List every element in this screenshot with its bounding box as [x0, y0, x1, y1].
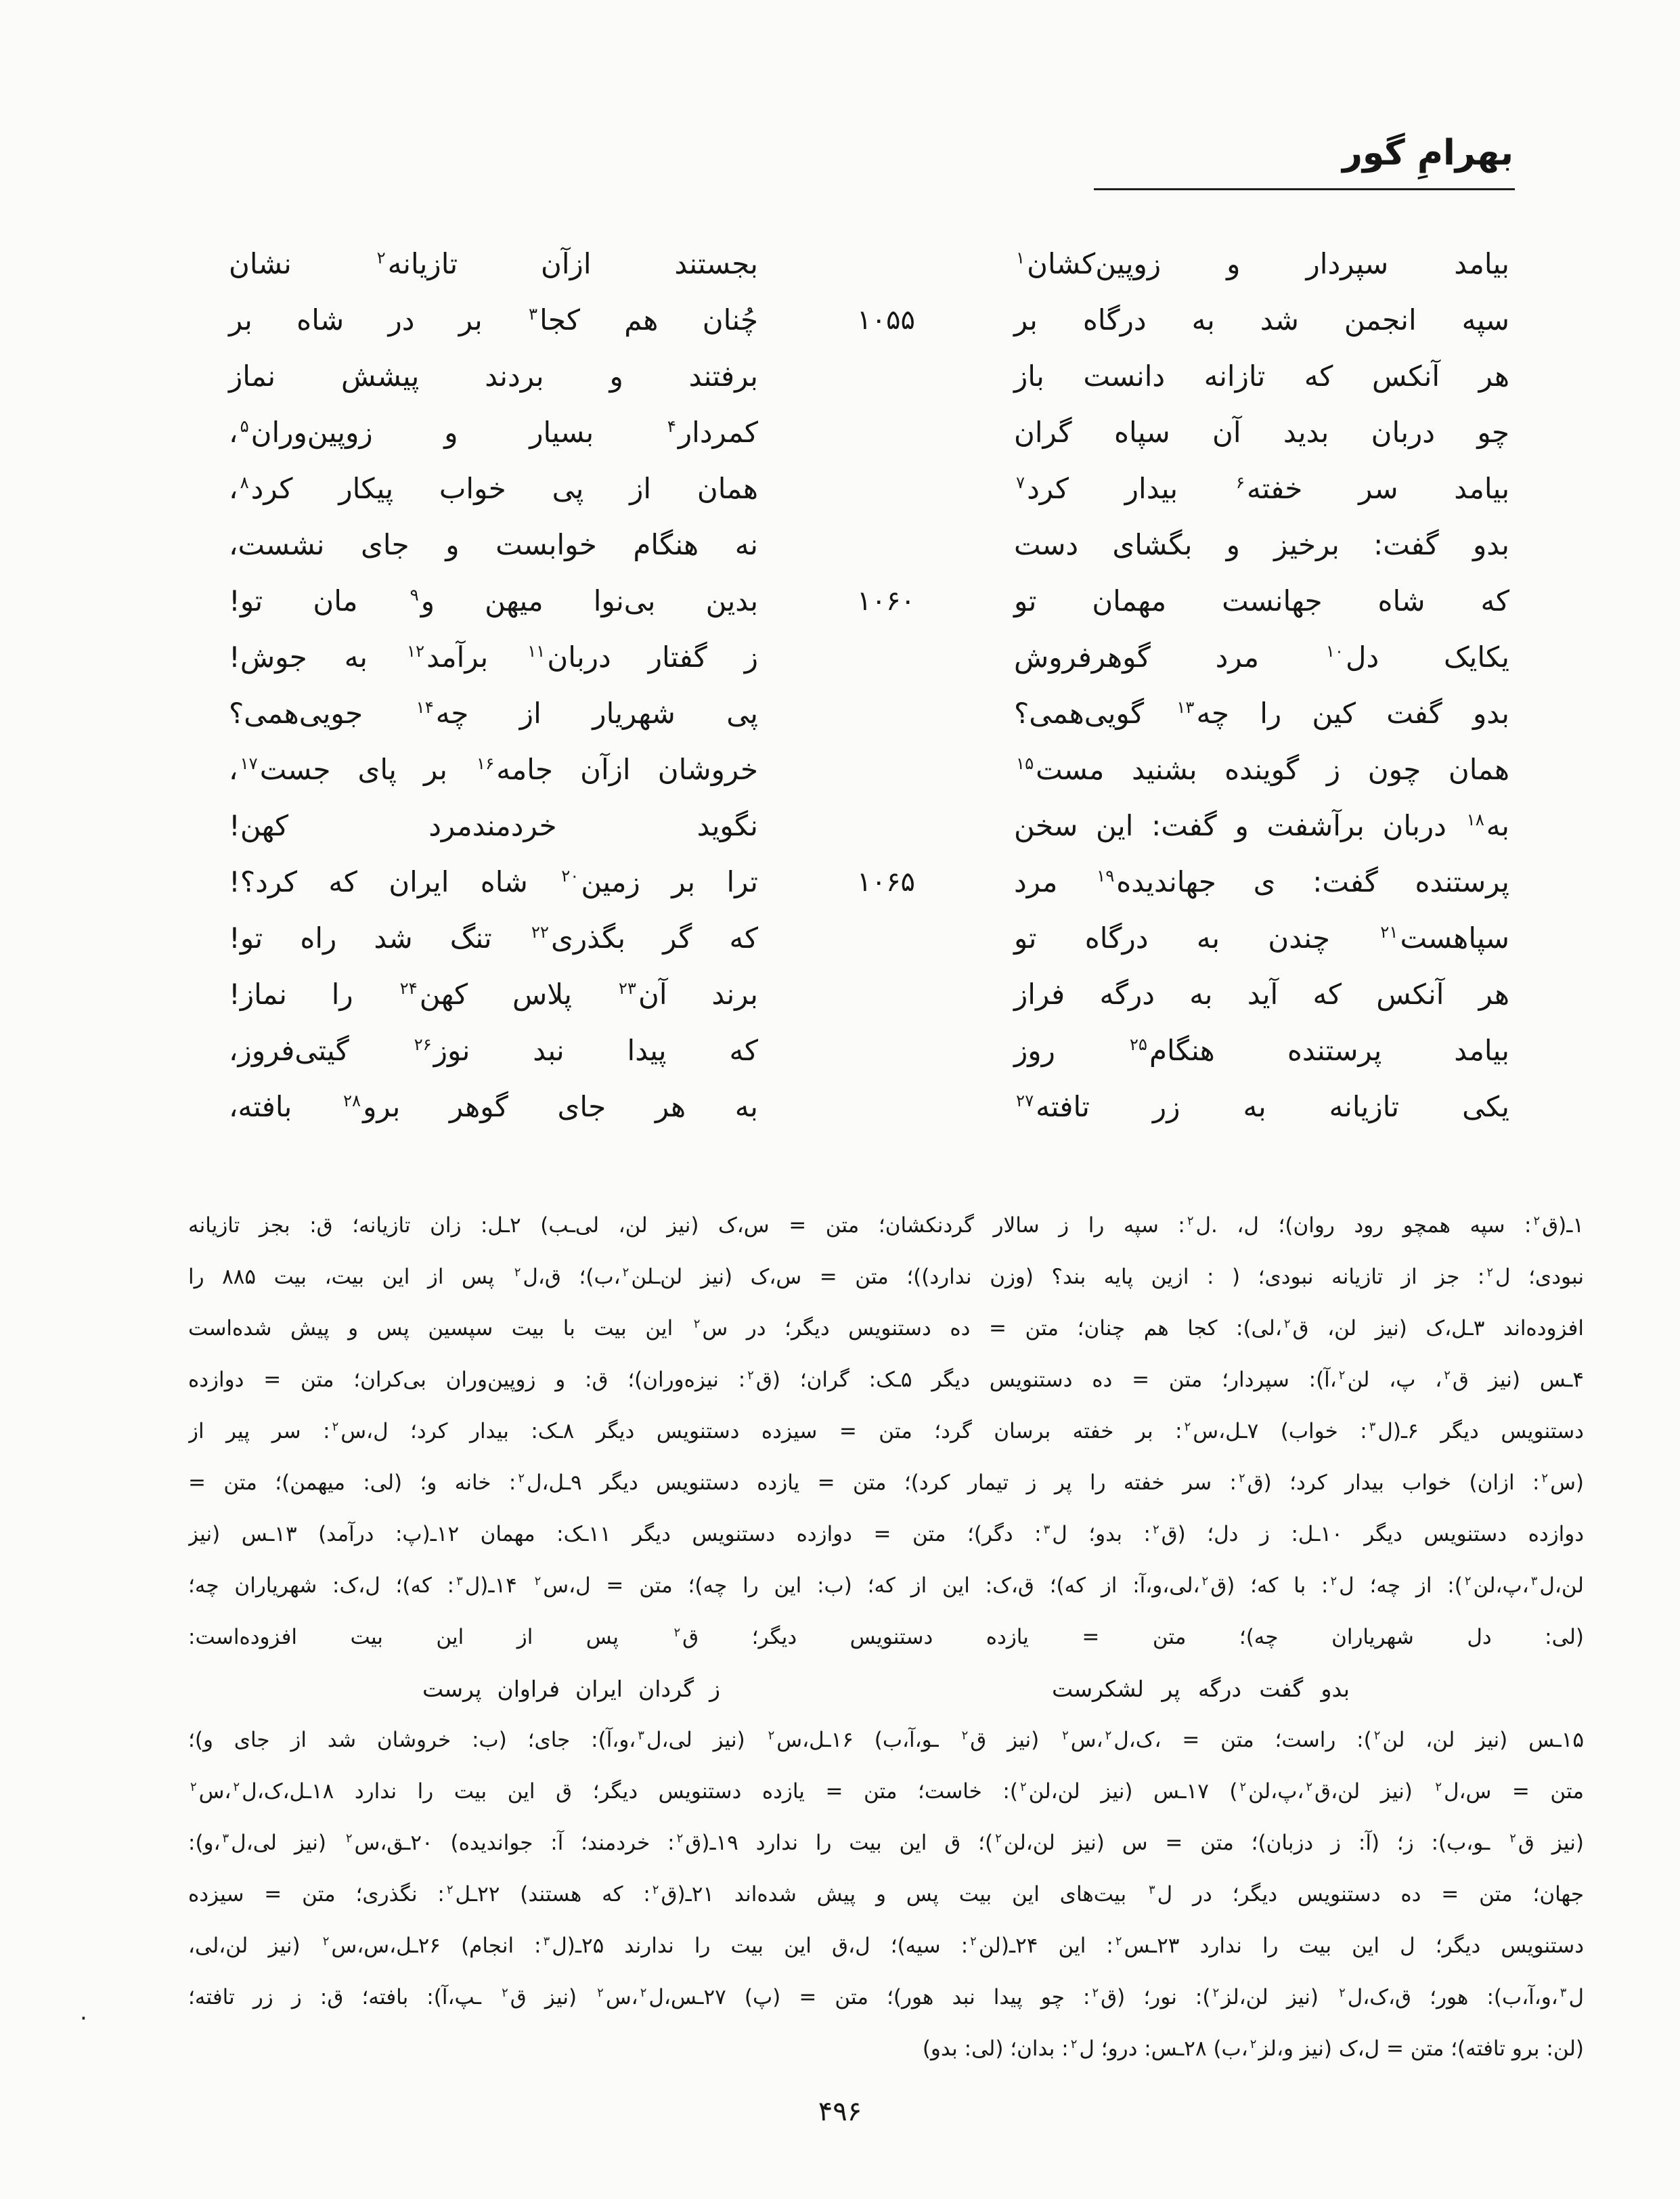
quoted-hemistich-second: ز گردان ایران فراوان پرست [422, 1675, 720, 1702]
hemistich-first: سپاهست$^{۲۱}$ چندن به درگاه تو [1014, 921, 1509, 955]
verse-row [229, 1079, 1509, 1135]
apparatus-line: افزوده‌اند ۳ـل،ک (نیز لن، ق$^۲$،لی): کجا هم چنان؛ متن = ده دستنویس دیگر؛ در س$^۲$ این بیت با بیت سپسین پس و پیش شده‌است [188, 1316, 1584, 1341]
apparatus-line: دوازده دستنویس دیگر ۱۰ـل: ز دل؛ (ق$^۲$: بدو؛ ل$^۳$: دگر)؛ متن = دوازده دستنویس دیگر ۱۱ـک: مهمان ۱۲ـ(پ: درآمد) ۱۳ـس (نیز [188, 1522, 1584, 1546]
apparatus-line: دستنویس دیگر ۶ـ(ل$^۳$: خواب) ۷ـل،س$^۲$: بر خفته برسان گرد؛ متن = سیزده دستنویس دیگر ۸ـک: بیدار کرد؛ ل،س$^۲$: سر پیر از [188, 1419, 1584, 1443]
hemistich-first: همان چون ز گوینده بشنید مست$^{۱۵}$ [1016, 752, 1509, 786]
page-title: بهرامِ گور [1342, 133, 1513, 173]
verse-row [229, 348, 1509, 404]
hemistich-second: ترا بر زمین$^{۲۰}$ شاه ایران که کرد؟! [229, 865, 758, 898]
apparatus-line: (نیز ق$^۲$ ـو،ب): ز؛ (آ: ز دزبان)؛ متن = س (نیز لن،لن$^۲$)؛ ق این بیت را ندارد ۱۹ـ(ق$^۲$: خردمند؛ آ: جواندیده) ۲۰ـق،س$^۲$ (نیز لی،ل$^۳$،و): [188, 1831, 1584, 1855]
apparatus-line: ۱ـ(ق$^۲$: سپه همچو رود روان)؛ ل، .ل$^۲$: سپه را ز سالار گردنکشان؛ متن = س،ک (نیز لن، لی‌ـب) ۲ـل: زان تازیانه؛ ق: بجز تازیانه [188, 1213, 1584, 1238]
verse-row [229, 517, 1509, 573]
hemistich-second: بدین بی‌نوا میهن و$^۹$ مان تو! [229, 584, 759, 617]
hemistich-first: چو دربان بدید آن سپاه گران [1014, 415, 1509, 449]
hemistich-second: نه هنگام خوابست و جای نشست، [229, 527, 758, 561]
apparatus-line: ۴ـس (نیز ق$^۲$، پ، لن$^۲$،آ): سپردار؛ متن = ده دستنویس دیگر ۵ـک: گران؛ (ق$^۲$: نیزه‌وران)؛ ق: و زوپین‌وران بی‌کران؛ متن = دوازده [188, 1368, 1584, 1392]
hemistich-first: یکی تازیانه به زر تافته$^{۲۷}$ [1016, 1089, 1509, 1123]
hemistich-first: به$^{۱۸}$ دربان برآشفت و گفت: این سخن [1014, 808, 1509, 842]
hemistich-first: هر آنکس که آید به درگه فراز [1014, 977, 1509, 1011]
hemistich-second: پی شهریار از چه$^{۱۴}$ جویی‌همی؟ [229, 696, 758, 730]
apparatus-line: ل$^۳$،و،آ،ب): هور؛ ق،ک،ل$^۲$ (نیز لن،لز$^۲$): نور؛ (ق$^۲$: چو پیدا نبد هور)؛ متن = (پ) ۲۷ـس،ل$^۲$،س$^۲$ (نیز ق$^۲$ ـپ،آ): بافته؛ ق: ز زر تافته؛ [188, 1985, 1584, 2009]
poem-block [229, 236, 1509, 1135]
hemistich-first: یکایک دل$^{۱۰}$ مرد گوهرفروش [1014, 640, 1509, 674]
verse-row [229, 910, 1509, 966]
apparatus-line: (لی: دل شهریاران چه)؛ متن = یازده دستنویس دیگر؛ ق$^۲$ پس از این بیت افزوده‌است: [188, 1625, 1584, 1649]
verse-row [229, 685, 1509, 741]
header-rule [1094, 188, 1515, 190]
verse-row [229, 798, 1509, 854]
verse-row [229, 236, 1509, 292]
hemistich-second: کمردار$^۴$ بسیار و زوپین‌وران$^۵$، [229, 415, 758, 449]
verse-number: ۱۰۶۰ [857, 585, 915, 617]
verse-row [229, 573, 1509, 629]
hemistich-second: برند آن$^{۲۳}$ پلاس کهن$^{۲۴}$ را نماز! [229, 977, 758, 1011]
hemistich-second: که پیدا نبد نوز$^{۲۶}$ گیتی‌فروز، [229, 1033, 758, 1067]
verse-row [229, 629, 1509, 685]
verse-row [229, 741, 1509, 798]
apparatus-quoted-verse [188, 1663, 1584, 1714]
verse-row [229, 460, 1509, 517]
stray-mark: . [80, 1999, 87, 2026]
hemistich-second: ز گفتار دربان$^{۱۱}$ برآمد$^{۱۲}$ به جوش! [229, 640, 758, 674]
quoted-hemistich-first: بدو گفت درگه پر لشکرست [1052, 1675, 1350, 1702]
verse-number: ۱۰۶۵ [857, 866, 915, 898]
verse-row [229, 292, 1509, 348]
apparatus-line: (لن: برو تافته)؛ متن = ل،ک (نیز و،لز$^۲$،ب) ۲۸ـس: درو؛ ل$^۲$: بدان؛ (لی: بدو) [922, 2037, 1584, 2061]
hemistich-first: هر آنکس که تازانه دانست باز [1014, 359, 1509, 393]
hemistich-second: چُنان هم کجا$^۳$ بر در شاه بر [229, 303, 758, 336]
hemistich-first: بیامد سر خفته$^۶$ بیدار کرد$^۷$ [1016, 471, 1510, 505]
hemistich-second: که گر بگذری$^{۲۲}$ تنگ شد راه تو! [229, 921, 758, 955]
verse-row [229, 1022, 1509, 1079]
hemistich-first: بدو گفت: برخیز و بگشای دست [1014, 527, 1509, 561]
apparatus-line: متن = س،ل$^۲$ (نیز لن،ق$^۲$،پ،لن$^۲$) ۱۷ـس (نیز لن،لن$^۲$): خاست؛ متن = یازده دستنویس دیگر؛ ق این بیت را ندارد ۱۸ـل،ک،ل$^۲$،س$^۲$ [190, 1779, 1584, 1804]
apparatus-line: (س$^۲$: ازان) خواب بیدار کرد؛ (ق$^۲$: سر خفته را پر ز تیمار کرد)؛ متن = یازده دستنویس دیگر ۹ـل،ل$^۲$: خانه و؛ (لی: میهمن)؛ متن = [188, 1471, 1584, 1495]
hemistich-first: سپه انجمن شد به درگاه بر [1014, 303, 1509, 336]
hemistich-first: که شاه جهانست مهمان تو [1014, 584, 1509, 617]
hemistich-second: بجستند ازآن تازیانه$^۲$ نشان [229, 246, 758, 280]
hemistich-second: برفتند و بردند پیشش نماز [229, 359, 758, 393]
apparatus-line: دستنویس دیگر؛ ل این بیت را ندارد ۲۳ـس$^۲$: این ۲۴ـ(لن$^۲$: سیه)؛ ل،ق این بیت را ندارند ۲۵ـ(ل$^۳$: انجام) ۲۶ـل،س،س$^۲$ (نیز لن،لی، [188, 1934, 1584, 1958]
hemistich-second: همان از پی خواب پیکار کرد$^۸$، [229, 471, 758, 505]
hemistich-second: به هر جای گوهر برو$^{۲۸}$ بافته، [229, 1089, 758, 1123]
hemistich-first: پرستنده گفت: ی جهاندیده$^{۱۹}$ مرد [1014, 865, 1510, 898]
apparatus-block [188, 1200, 1584, 2074]
hemistich-first: بیامد سپردار و زوپین‌کشان$^۱$ [1016, 246, 1509, 280]
apparatus-line: لن،ل$^۳$،پ،لن$^۲$): از چه؛ ل$^۲$: با که؛ (ق$^۲$،لی،و،آ: از که)؛ ق،ک: این از که؛ (ب: این را چه)؛ متن = ل،س$^۲$ ۱۴ـ(ل$^۳$: که)؛ ل،ک: شهریاران چه؛ [188, 1573, 1584, 1598]
verse-row [229, 404, 1509, 460]
hemistich-second: نگوید خردمندمرد کهن! [229, 808, 758, 842]
verse-number: ۱۰۵۵ [857, 304, 915, 336]
apparatus-line: ۱۵ـس (نیز لن، لن$^۲$): راست؛ متن = ،ک،ل$^۲$،س$^۲$ (نیز ق$^۲$ ـو،آ،ب) ۱۶ـل،س$^۲$ (نیز لی،ل$^۳$،و،آ): جای؛ (ب: خروشان شد از جای و)؛ [188, 1728, 1584, 1752]
hemistich-first: بیامد پرستنده هنگام$^{۲۵}$ روز [1014, 1033, 1509, 1067]
verse-row [229, 854, 1509, 910]
apparatus-line: جهان؛ متن = ده دستنویس دیگر؛ در ل$^۳$ بیت‌های این بیت پس و پیش شده‌اند ۲۱ـ(ق$^۲$: که هستند) ۲۲ـل$^۲$: نگذری؛ متن = سیزده [188, 1882, 1584, 1907]
apparatus-line: نبودی؛ ل$^۲$: جز از تازیانه نبودی؛ ( : ازین پایه بند؟ (وزن ندارد))؛ متن = س،ک (نیز لن‌ـلن$^۲$،ب)؛ ق،ل$^۲$ پس از این بیت، بیت ۸۸۵ را [188, 1265, 1584, 1289]
verse-row [229, 966, 1509, 1022]
hemistich-first: بدو گفت کین را چه$^{۱۳}$ گویی‌همی؟ [1014, 696, 1509, 730]
hemistich-second: خروشان ازآن جامه$^{۱۶}$ بر پای جست$^{۱۷}$، [229, 752, 758, 786]
page-number: ۴۹۶ [818, 2096, 862, 2127]
